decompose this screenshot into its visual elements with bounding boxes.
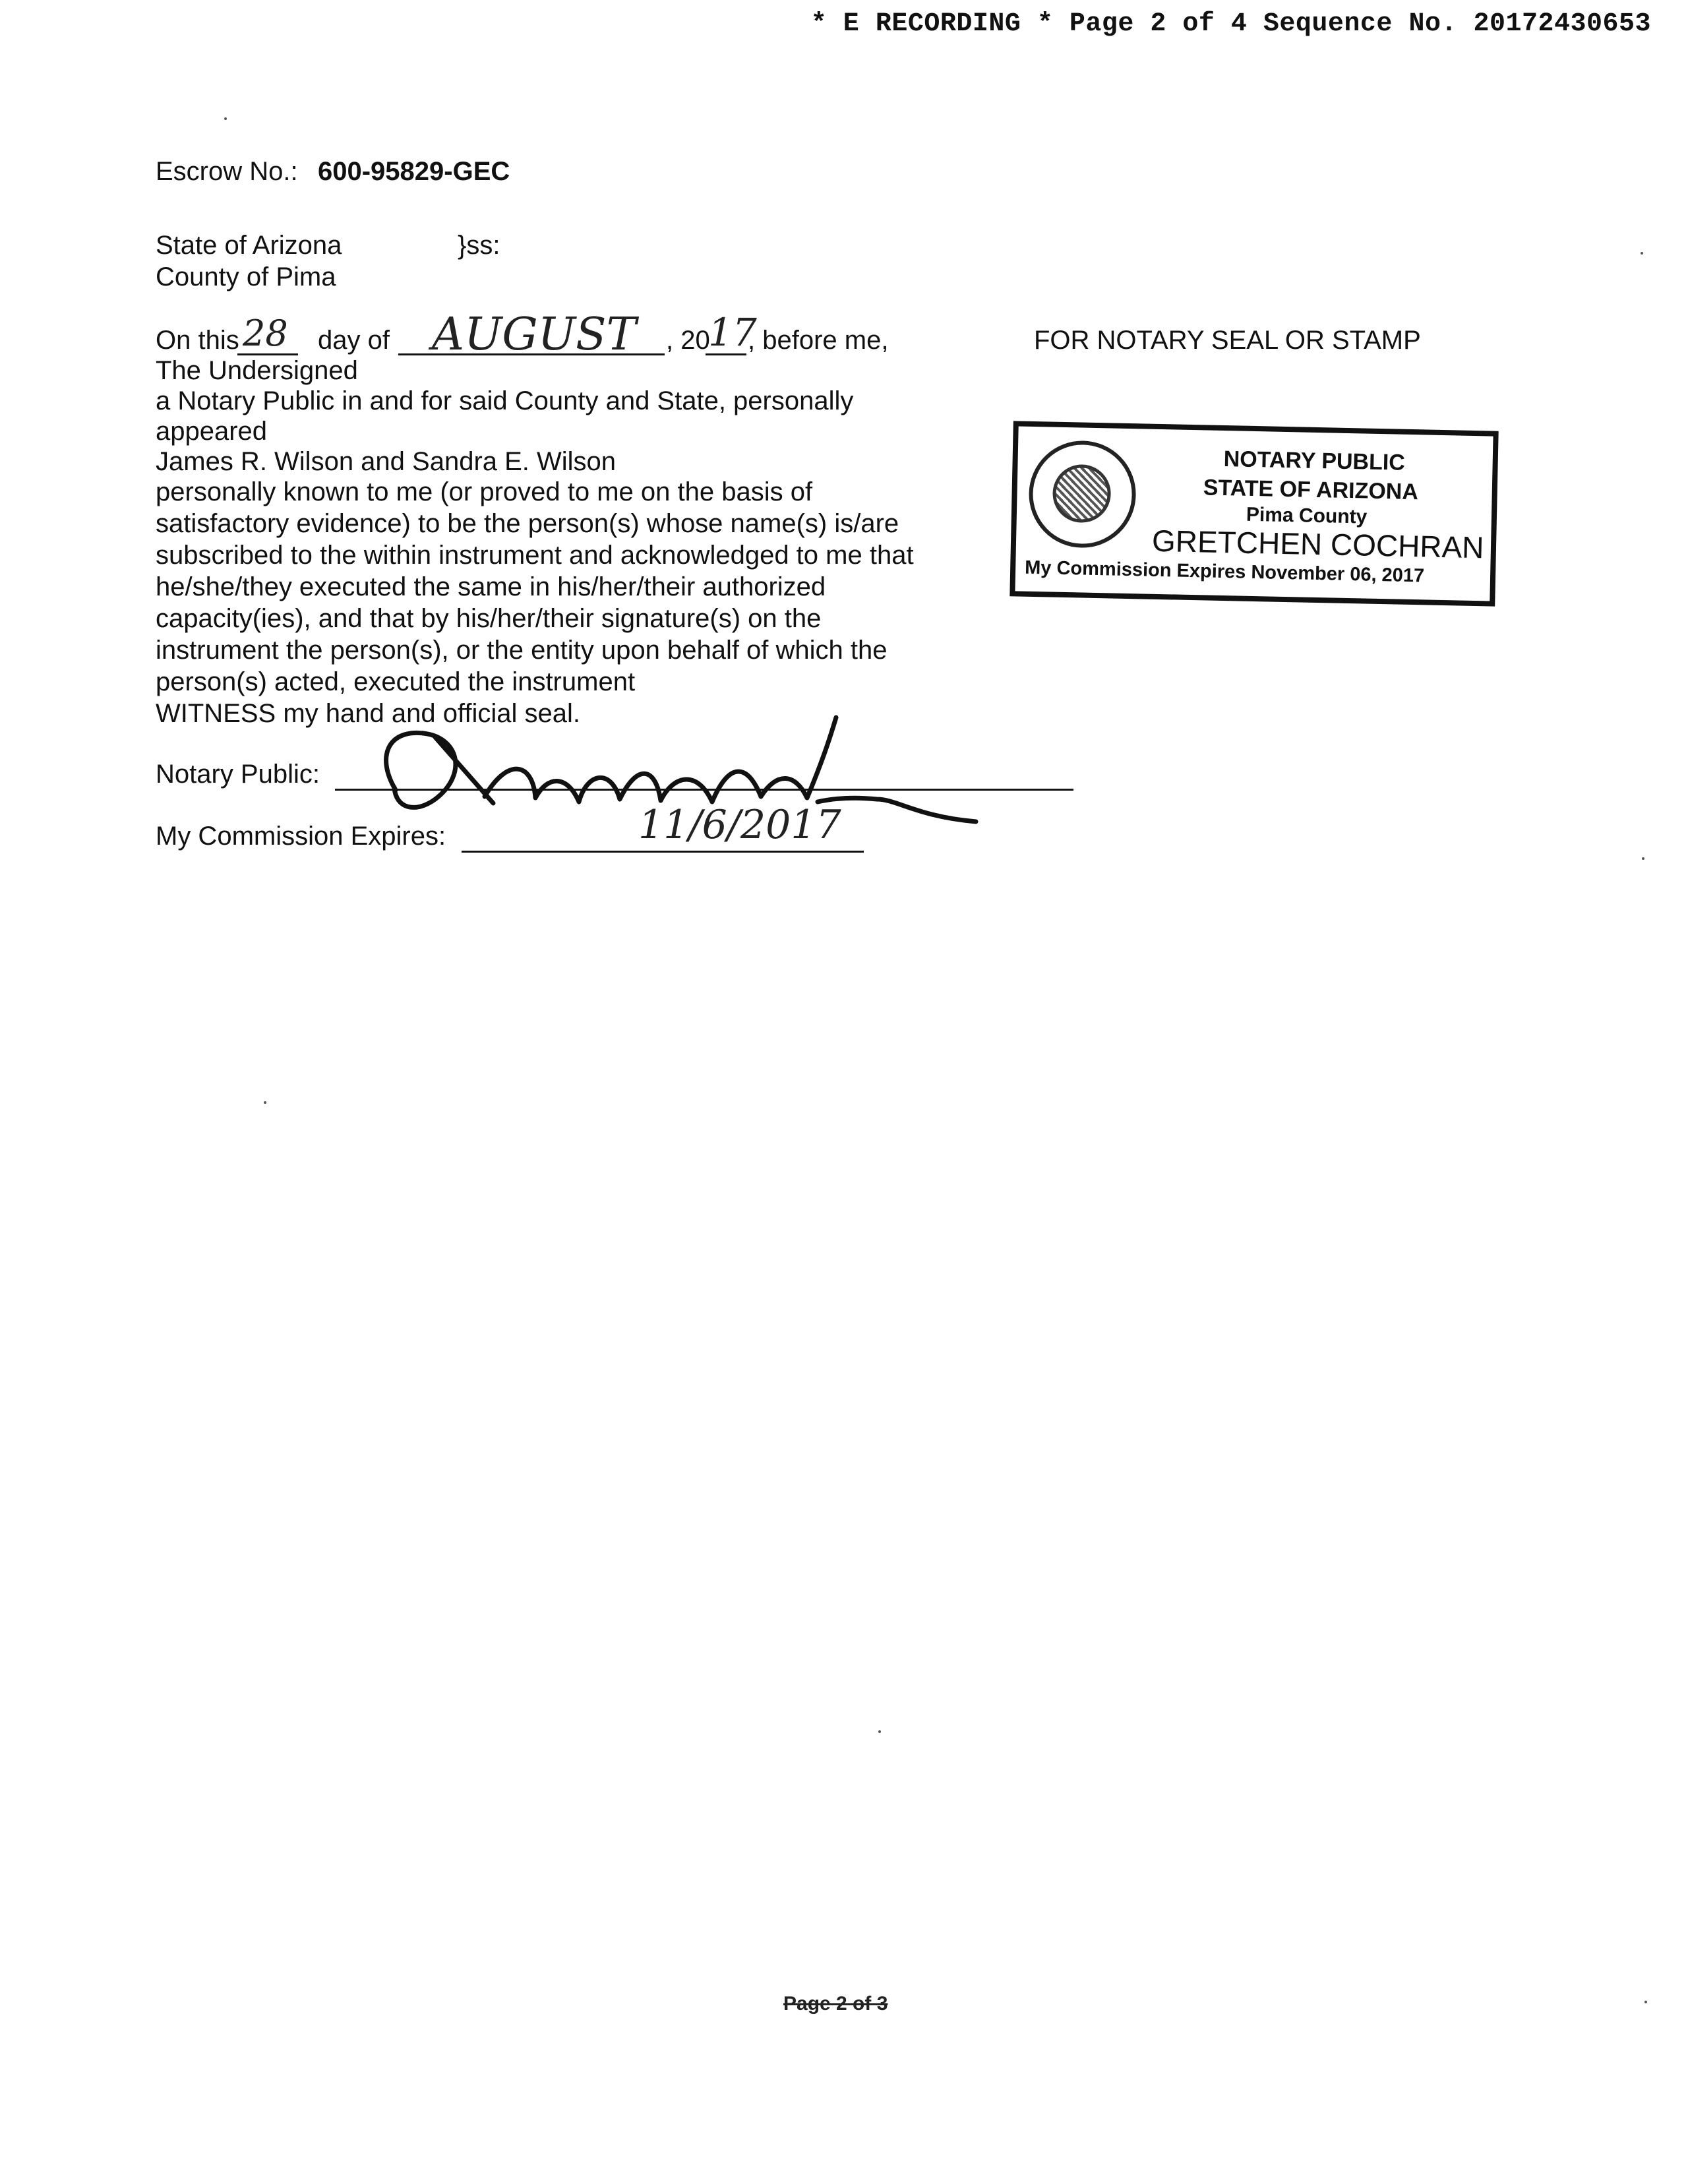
- escrow-number: 600-95829-GEC: [318, 157, 510, 186]
- body-line: he/she/they executed the same in his/her/their authorized: [156, 572, 826, 601]
- handwritten-day: 28: [243, 313, 288, 354]
- handwritten-year: 17: [708, 310, 757, 355]
- body-line: satisfactory evidence) to be the person(s) whose name(s) is/are: [156, 509, 899, 538]
- scan-speck: [878, 1730, 881, 1733]
- body-line: person(s) acted, executed the instrument: [156, 667, 636, 696]
- footer-page-number: Page 2 of 3: [783, 1993, 888, 2015]
- undersigned-line: The Undersigned: [156, 356, 358, 385]
- signer-names: James R. Wilson and Sandra E. Wilson: [156, 447, 617, 476]
- state-line: State of Arizona: [156, 231, 342, 260]
- notary-seal-label: FOR NOTARY SEAL OR STAMP: [1034, 326, 1421, 355]
- notary-signature-label: Notary Public:: [156, 760, 320, 789]
- seal-center: [1052, 464, 1112, 524]
- stamp-notary-public: NOTARY PUBLIC: [1223, 446, 1406, 475]
- recording-header: * E RECORDING * Page 2 of 4 Sequence No. 20172430653: [810, 9, 1651, 39]
- scan-speck: [1642, 857, 1644, 860]
- scan-speck: [1641, 252, 1643, 255]
- stamp-state: STATE OF ARIZONA: [1203, 475, 1419, 505]
- handwritten-commission-date: 11/6/2017: [638, 802, 841, 848]
- body-line: subscribed to the within instrument and acknowledged to me that: [156, 541, 914, 570]
- stamp-county: Pima County: [1246, 503, 1368, 528]
- before-me: , before me,: [748, 326, 889, 355]
- scan-speck: [224, 117, 227, 120]
- stamp-commission: My Commission Expires November 06, 2017: [1024, 557, 1425, 587]
- body-line: capacity(ies), and that by his/her/their signature(s) on the: [156, 604, 822, 633]
- commission-label: My Commission Expires:: [156, 822, 446, 851]
- day-of-label: day of: [318, 326, 390, 355]
- stamp-notary-name: GRETCHEN COCHRAN: [1151, 523, 1485, 565]
- arizona-state-seal-icon: [1028, 440, 1137, 549]
- scan-speck: [1644, 2001, 1647, 2003]
- handwritten-month: AUGUST: [432, 309, 636, 361]
- month-line: [398, 353, 665, 355]
- year-prefix: , 20: [666, 326, 710, 355]
- on-this-label: On this: [156, 326, 239, 355]
- body-line: personally known to me (or proved to me on the basis of: [156, 477, 813, 506]
- appeared-line: appeared: [156, 417, 268, 446]
- year-line: [706, 353, 746, 355]
- body-line: instrument the person(s), or the entity upon behalf of which the: [156, 636, 888, 665]
- ss-marker: }ss:: [458, 231, 500, 260]
- scan-speck: [264, 1101, 266, 1104]
- notary-public-line: a Notary Public in and for said County and State, personally: [156, 386, 854, 415]
- body-line: WITNESS my hand and official seal.: [156, 699, 580, 728]
- escrow-label: Escrow No.:: [156, 157, 298, 186]
- notary-stamp: [1010, 421, 1498, 606]
- commission-line: [462, 851, 864, 853]
- county-line: County of Pima: [156, 262, 336, 291]
